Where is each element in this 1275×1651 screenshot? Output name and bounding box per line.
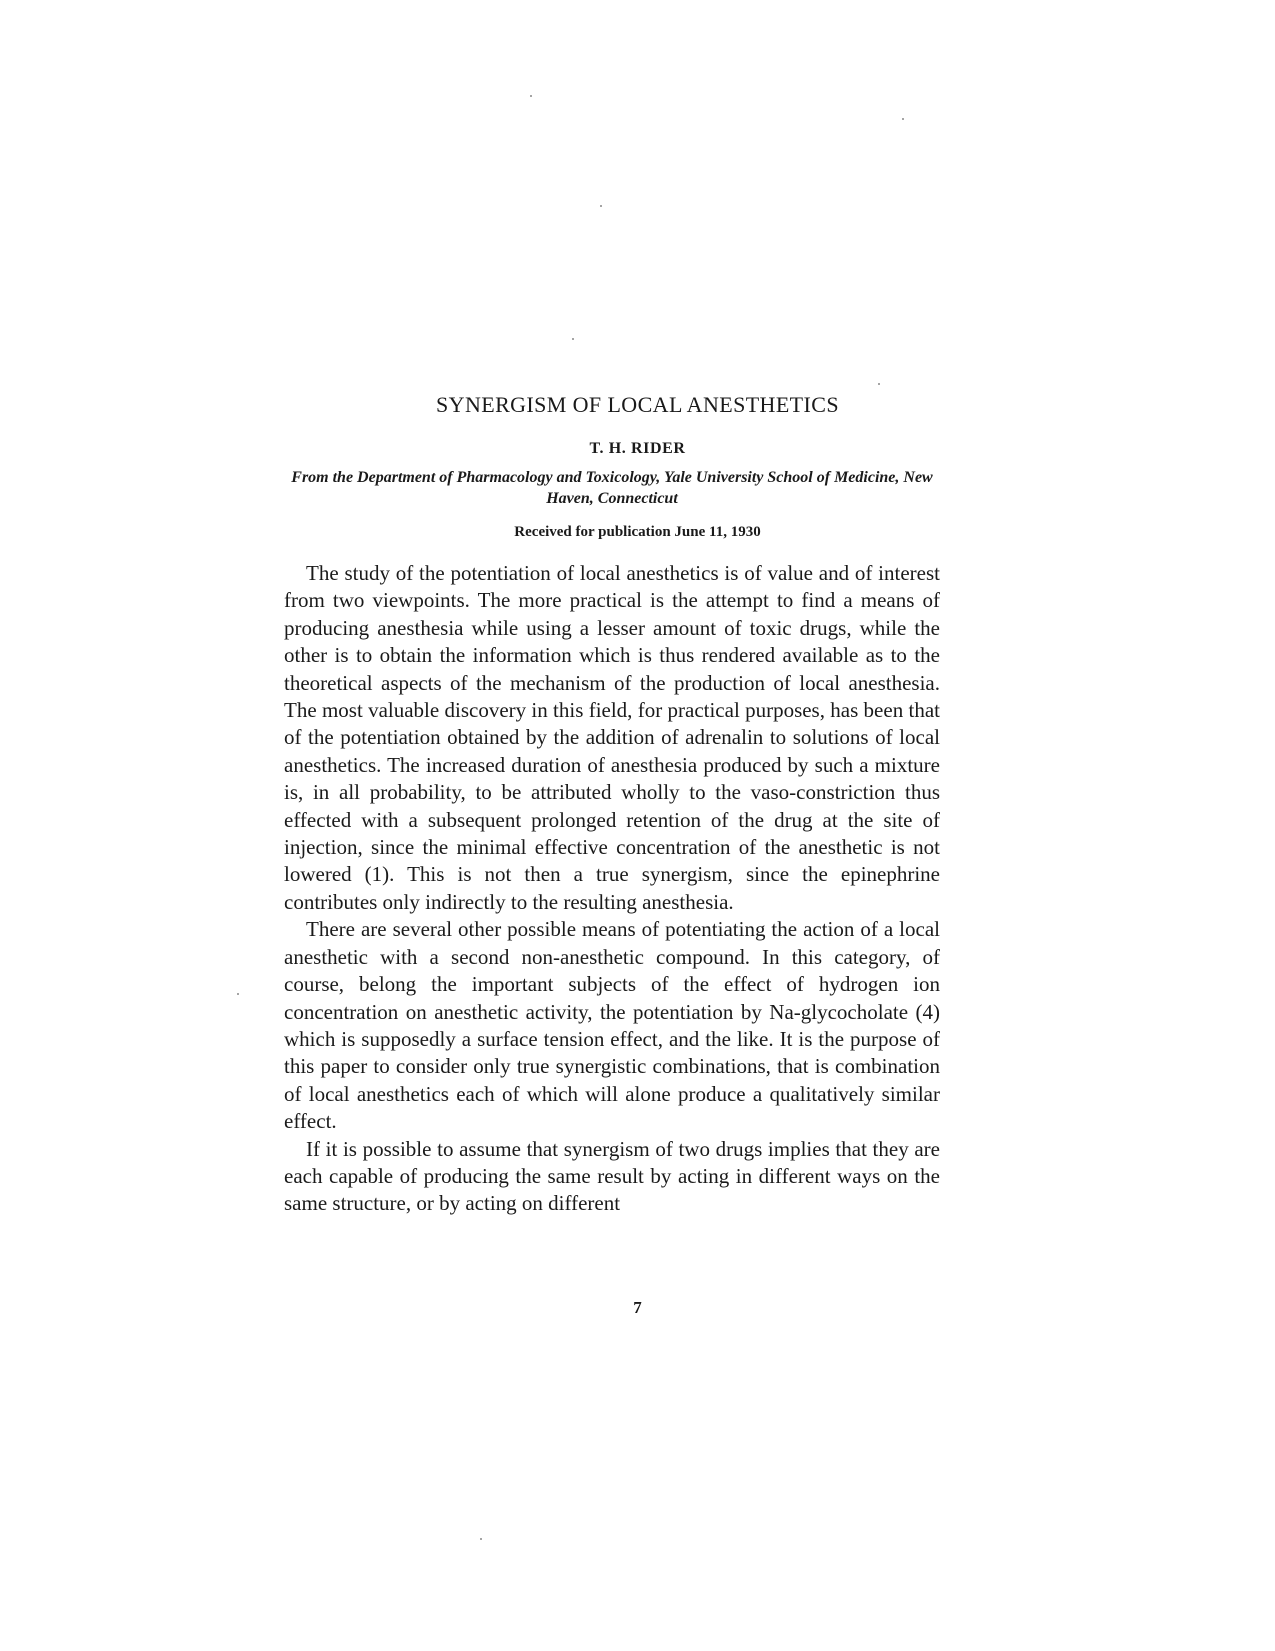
paper-title: SYNERGISM OF LOCAL ANESTHETICS <box>436 392 839 417</box>
paragraph: The study of the potentiation of local anesthetics is of value and of interest from two viewpoints. The more practical is the attempt to find a means of producing anesthesia while using a lesser amount of toxic drugs, while the other is to obtain the information which is thus rendered available as to the theoretical aspects of the mechanism of the production of local anesthesia. The most valuable discovery in this field, for practical purposes, has been that of the potentiation obtained by the addition of adrenalin to solutions of local anesthetics. The increased duration of anesthesia produced by such a mixture is, in all probability, to be attributed wholly to the vaso-constriction thus effected with a subsequent prolonged retention of the drug at the site of injection, since the minimal effective concentration of the anesthetic is not lowered (1). This is not then a true synergism, since the epinephrine contributes only indirectly to the resulting anesthesia. <box>284 561 940 914</box>
author-affiliation: From the Department of Pharmacology and Toxicology, Yale University School of Medicine, New Haven, Connecticut <box>291 469 933 507</box>
body-text <box>284 560 940 1218</box>
scan-speck <box>480 1538 482 1540</box>
scan-speck <box>902 118 904 120</box>
paragraph: If it is possible to assume that synergism of two drugs implies that they are each capable of producing the same result by acting in different ways on the same structure, or by acting on different <box>284 1136 940 1216</box>
received-date: Received for publication June 11, 1930 <box>514 524 761 540</box>
paragraph: There are several other possible means of potentiating the action of a local anesthetic with a second non-anesthetic compound. In this category, of course, belong the important subjects of the effect of hydrogen ion concentration on anesthetic activity, the potentiation by Na-glycocholate (4) which is supposedly a surface tension effect, and the like. It is the purpose of this paper to consider only true synergistic combinations, that is combination of local anesthetics each of which will alone produce a qualitatively similar effect. <box>284 917 940 1134</box>
scan-speck <box>530 95 532 97</box>
scan-speck <box>237 993 239 995</box>
page-number: 7 <box>633 1298 642 1317</box>
scan-speck <box>878 383 880 385</box>
author-name: T. H. RIDER <box>589 440 686 457</box>
scan-speck <box>572 338 574 340</box>
scan-speck <box>600 205 602 207</box>
